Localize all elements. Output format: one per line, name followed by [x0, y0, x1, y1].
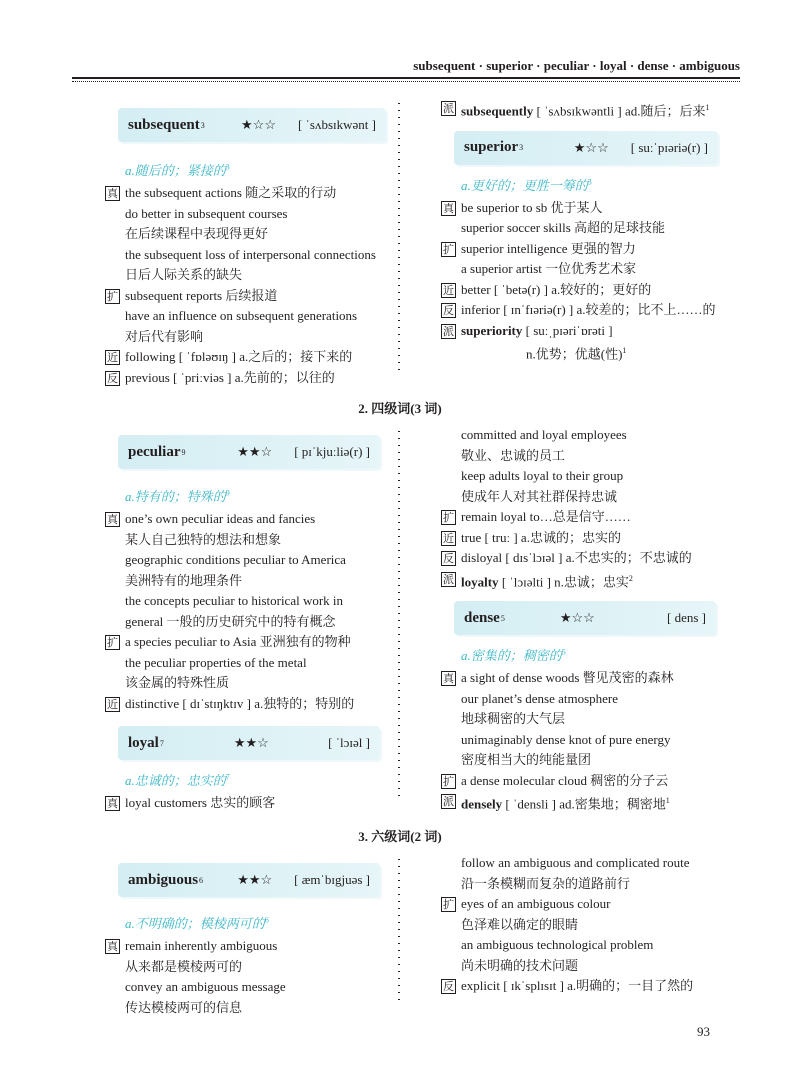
entry-superior-col — [441, 98, 731, 362]
tag-jin: 近 — [443, 283, 454, 297]
header-rule — [72, 77, 740, 79]
tag-jin: 近 — [443, 531, 454, 545]
sense-label: a.更好的；更胜一筹的$^3$ — [461, 177, 592, 193]
difficulty-stars: ★★☆ — [237, 444, 273, 459]
section-heading: 2. 四级词(3 词) — [358, 401, 442, 416]
example-line: 真 loyal customers 忠实的顾客 — [107, 795, 276, 810]
example-line: 地球稠密的大气层 — [461, 711, 566, 726]
headword: superior — [464, 139, 519, 155]
difficulty-stars: ★☆☆ — [241, 117, 276, 132]
running-header: subsequent · superior · peculiar · loyal · dense · ambiguous — [413, 58, 740, 73]
example-line: a superior artist 一位优秀艺术家 — [461, 261, 637, 276]
example-line: 真 one’s own peculiar ideas and fancies — [107, 511, 316, 526]
example-line: 扩 eyes of an ambiguous colour — [443, 896, 611, 911]
tag-pai: 派 — [443, 572, 454, 586]
tag-zhen: 真 — [107, 797, 118, 810]
example-line: the concepts peculiar to historical work in — [125, 593, 344, 608]
example-line: an ambiguous technological problem — [461, 937, 654, 952]
entry-subsequent — [118, 108, 386, 142]
entry-peculiar — [118, 435, 380, 469]
headword-frequency: 6 — [199, 875, 204, 885]
column-divider — [398, 428, 400, 800]
tag-zhen: 真 — [107, 940, 118, 953]
example-line: 日后人际关系的缺失 — [125, 267, 243, 282]
headword-box — [118, 863, 380, 897]
derived-line: 派 loyalty [ ˈlɔɪəlti ] n.忠诚；忠实$^2$ — [443, 572, 633, 589]
example-line: the peculiar properties of the metal — [125, 654, 307, 670]
headword-box — [454, 131, 718, 165]
sense-label: a.不明确的；模棱两可的$^6$ — [125, 915, 269, 931]
example-line: 敬业、忠诚的员工 — [461, 447, 566, 463]
derived-meaning: n.优势；优越(性)$^1$ — [526, 346, 627, 362]
example-line: 真 the subsequent actions 随之采取的行动 — [107, 185, 337, 200]
tag-pai: 派 — [443, 324, 454, 338]
section-heading: 3. 六级词(2 词) — [358, 829, 442, 844]
example-line: our planet’s dense atmosphere — [461, 690, 619, 706]
entry-ambiguous-body — [105, 903, 395, 1018]
entry-subsequent-body — [105, 150, 395, 388]
headword: subsequent — [128, 116, 200, 133]
difficulty-stars: ★★☆ — [237, 872, 273, 887]
sense-label: a.随后的；紧接的$^3$ — [125, 162, 230, 178]
example-line: 某人自己独特的想法和想象 — [125, 531, 282, 547]
derived-line: 派 densely [ ˈdensli ] ad.密集地；稠密地$^1$ — [443, 795, 670, 812]
example-line: committed and loyal employees — [461, 427, 627, 442]
tag-jin: 近 — [107, 351, 118, 364]
sense-label: a.特有的；特殊的$^9$ — [125, 488, 230, 504]
phonetic: [ ˈlɔɪəl ] — [328, 735, 370, 750]
sense-label: a.忠诚的；忠实的$^7$ — [125, 772, 230, 788]
headword: loyal — [128, 734, 159, 751]
headword: dense — [464, 609, 500, 626]
column-divider — [398, 100, 400, 370]
tag-kuo: 扩 — [443, 774, 454, 788]
phonetic: [ suːˈpɪəriə(r) ] — [630, 139, 708, 155]
derived-line: 派 superiority [ suːˌpɪəriˈɒrəti ] — [443, 322, 613, 338]
phonetic: [ dens ] — [667, 610, 706, 625]
headword-box — [118, 726, 380, 760]
example-line: 扩 a dense molecular cloud 稠密的分子云 — [443, 772, 669, 788]
tag-kuo: 扩 — [107, 289, 118, 303]
headword-frequency: 5 — [500, 613, 505, 623]
example-line: the subsequent loss of interpersonal connections — [125, 246, 376, 262]
tag-pai: 派 — [443, 102, 454, 115]
entry-loyal-dense-col — [441, 425, 741, 812]
column-divider — [398, 856, 400, 1002]
example-line: 美洲特有的地理条件 — [125, 572, 243, 588]
tag-fan: 反 — [443, 304, 454, 317]
example-line: convey an ambiguous message — [125, 979, 286, 994]
difficulty-stars: ★★☆ — [233, 735, 269, 750]
tag-kuo: 扩 — [443, 898, 454, 911]
entry-ambiguous — [118, 863, 380, 897]
example-line: 在后续课程中表现得更好 — [125, 226, 269, 241]
example-line: 尚未明确的技术问题 — [461, 957, 579, 973]
example-line: 色泽难以确定的眼睛 — [461, 916, 579, 932]
example-line: 从来都是模棱两可的 — [125, 958, 243, 974]
example-line: 扩 subsequent reports 后续报道 — [107, 287, 278, 303]
headword-frequency: 3 — [519, 143, 524, 152]
example-line: do better in subsequent courses — [125, 205, 288, 221]
synonym-line: 近 distinctive [ dɪˈstɪŋktɪv ] a.独特的；特别的 — [107, 695, 355, 711]
example-line: 沿一条模糊而复杂的道路前行 — [461, 875, 631, 891]
tag-zhen: 真 — [443, 672, 454, 685]
tag-kuo: 扩 — [107, 636, 118, 649]
difficulty-stars: ★☆☆ — [559, 610, 595, 625]
example-line: superior soccer skills 高超的足球技能 — [461, 220, 666, 235]
example-line: 该金属的特殊性质 — [125, 675, 230, 690]
antonym-line: 反 previous [ ˈpriːviəs ] a.先前的；以往的 — [107, 369, 335, 385]
difficulty-stars: ★☆☆ — [573, 139, 609, 155]
example-line: have an influence on subsequent generations — [125, 308, 358, 323]
example-line: 扩 remain loyal to…总是信守…… — [443, 509, 631, 524]
entry-peculiar-body — [105, 476, 395, 814]
tag-fan: 反 — [443, 980, 454, 993]
tag-jin: 近 — [107, 697, 118, 711]
headword-box — [454, 601, 716, 635]
synonym-line: 近 better [ ˈbetə(r) ] a.较好的；更好的 — [443, 281, 652, 297]
example-line: 扩 a species peculiar to Asia 亚洲独有的物种 — [107, 634, 351, 649]
example-line: unimaginably dense knot of pure energy — [461, 731, 671, 747]
phonetic: [ ˈsʌbsɪkwənt ] — [298, 117, 376, 132]
example-line: 使成年人对其社群保持忠诚 — [461, 488, 618, 504]
headword-frequency: 9 — [181, 447, 186, 457]
headword-frequency: 3 — [200, 120, 205, 130]
example-line: 真 be superior to sb 优于某人 — [443, 199, 603, 215]
phonetic: [ pɪˈkjuːliə(r) ] — [294, 444, 370, 459]
headword: ambiguous — [128, 871, 199, 888]
example-line: general 一般的历史研究中的特有概念 — [125, 613, 336, 629]
example-line: geographic conditions peculiar to America — [125, 552, 346, 567]
synonym-line: 近 following [ ˈfɒləʊɪŋ ] a.之后的；接下来的 — [107, 349, 353, 364]
tag-fan: 反 — [443, 552, 454, 565]
phonetic: [ æmˈbɪgjuəs ] — [294, 872, 370, 887]
derived-line: 派 subsequently [ ˈsʌbsɪkwəntli ] ad.随后；后来$^1$ — [443, 102, 710, 119]
sense-label: a.密集的；稠密的$^5$ — [461, 647, 566, 663]
example-line: follow an ambiguous and complicated route — [461, 855, 690, 870]
tag-kuo: 扩 — [443, 242, 454, 256]
header-rule-dotted — [72, 81, 740, 82]
example-line: 真 remain inherently ambiguous — [107, 938, 278, 953]
tag-zhen: 真 — [107, 513, 118, 526]
entry-ambiguous-col — [441, 853, 741, 997]
antonym-line: 反 explicit [ ɪkˈsplɪsɪt ] a.明确的；一目了然的 — [443, 978, 694, 993]
headword-box — [118, 108, 386, 142]
tag-kuo: 扩 — [443, 511, 454, 524]
page-number: 93 — [697, 1024, 710, 1039]
headword-frequency: 7 — [159, 738, 164, 748]
antonym-line: 反 inferior [ ɪnˈfɪəriə(r) ] a.较差的；比不上……的 — [443, 302, 716, 317]
antonym-line: 反 disloyal [ dɪsˈlɔɪəl ] a.不忠实的；不忠诚的 — [443, 550, 692, 565]
tag-pai: 派 — [443, 795, 454, 808]
tag-zhen: 真 — [443, 201, 454, 215]
tag-zhen: 真 — [107, 187, 118, 200]
example-line: 密度相当大的纯能量团 — [461, 752, 592, 767]
example-line: 真 a sight of dense woods 瞥见茂密的森林 — [443, 670, 674, 685]
synonym-line: 近 true [ truː ] a.忠诚的；忠实的 — [443, 529, 621, 545]
tag-fan: 反 — [107, 371, 118, 385]
headword-box — [118, 435, 380, 469]
example-line: keep adults loyal to their group — [461, 468, 624, 483]
example-line: 对后代有影响 — [125, 328, 204, 344]
example-line: 扩 superior intelligence 更强的智力 — [443, 240, 636, 256]
headword: peculiar — [128, 443, 181, 460]
example-line: 传达模棱两可的信息 — [125, 999, 243, 1015]
